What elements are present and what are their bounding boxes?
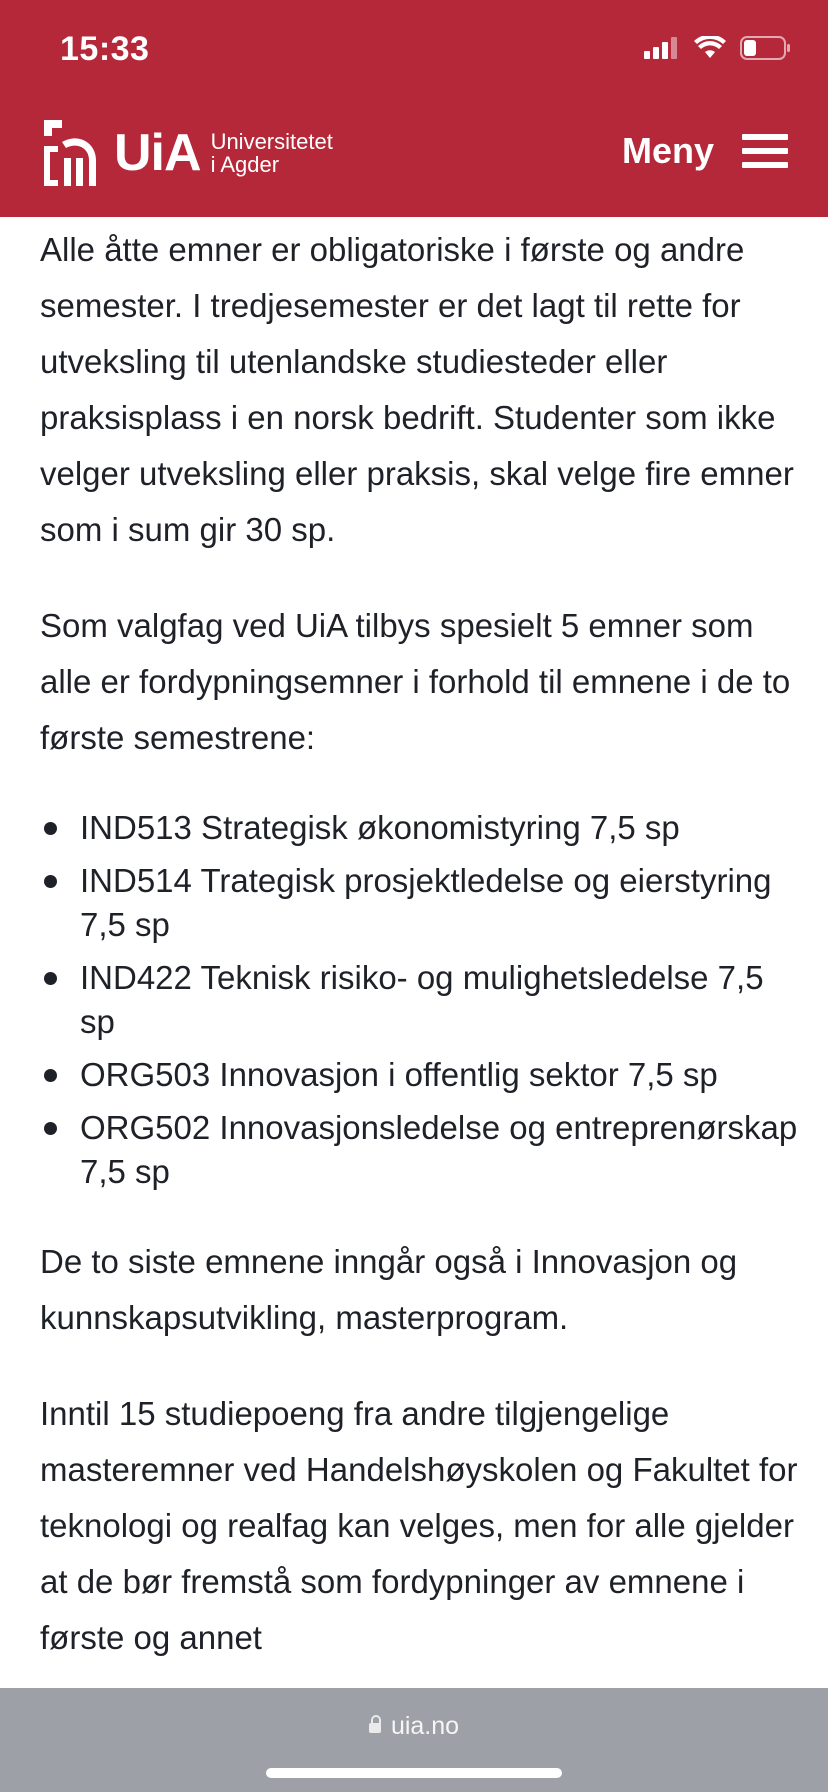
lock-icon xyxy=(369,1723,381,1733)
battery-icon xyxy=(740,36,792,60)
signal-icon xyxy=(644,37,680,59)
menu-button[interactable] xyxy=(622,130,788,172)
list-item: ORG502 Innovasjonsledelse og entreprenørskap 7,5 sp xyxy=(40,1106,800,1194)
url-field[interactable] xyxy=(0,1712,828,1741)
list-item: IND422 Teknisk risiko- og mulighetsledelse 7,5 sp xyxy=(40,956,800,1044)
list-item: IND514 Trategisk prosjektledelse og eierstyring 7,5 sp xyxy=(40,859,800,947)
logo-subtitle xyxy=(211,130,333,176)
uia-logo[interactable] xyxy=(40,118,333,188)
uia-logo-mark-icon xyxy=(40,118,98,188)
main-content xyxy=(40,222,800,1706)
course-list xyxy=(40,806,800,1194)
paragraph-intro: Alle åtte emner er obligatoriske i første og andre semester. I tredjesemester er det lagt til rette for utveksling til utenlandske studiesteder eller praksisplass i en norsk bedrift. Studenter som ikke velger utveksling eller praksis, skal velge fire emner som i sum gir 30 sp. xyxy=(40,231,794,548)
hamburger-menu-icon xyxy=(742,134,788,168)
logo-subtitle-line1: Universitetet xyxy=(210,129,333,154)
status-time: 15:33 xyxy=(60,30,150,68)
logo-wordmark: UiA xyxy=(114,124,201,182)
home-indicator[interactable] xyxy=(266,1768,562,1778)
paragraph-electives: Som valgfag ved UiA tilbys spesielt 5 emner som alle er fordypningsemner i forhold til emnene i de to første semestrene: xyxy=(40,607,791,756)
paragraph-innovation: De to siste emnene inngår også i Innovasjon og kunnskapsutvikling, masterprogram. xyxy=(40,1243,738,1336)
menu-label: Meny xyxy=(621,130,714,171)
paragraph-credits: Inntil 15 studiepoeng fra andre tilgjengelige masteremner ved Handelshøyskolen og Fakultet for teknologi og realfag kan velges, men for alle gjelder at de bør fremstå som fordypninger av emnene i første og annet xyxy=(40,1395,798,1656)
list-item: ORG503 Innovasjon i offentlig sektor 7,5 sp xyxy=(40,1053,800,1097)
list-item: IND513 Strategisk økonomistyring 7,5 sp xyxy=(40,806,800,850)
status-icons xyxy=(644,36,792,60)
browser-bottom-bar xyxy=(0,1688,828,1792)
wifi-icon xyxy=(694,36,726,60)
site-header xyxy=(0,0,828,217)
url-text: uia.no xyxy=(390,1712,460,1740)
logo-subtitle-line2: i Agder xyxy=(210,152,280,177)
